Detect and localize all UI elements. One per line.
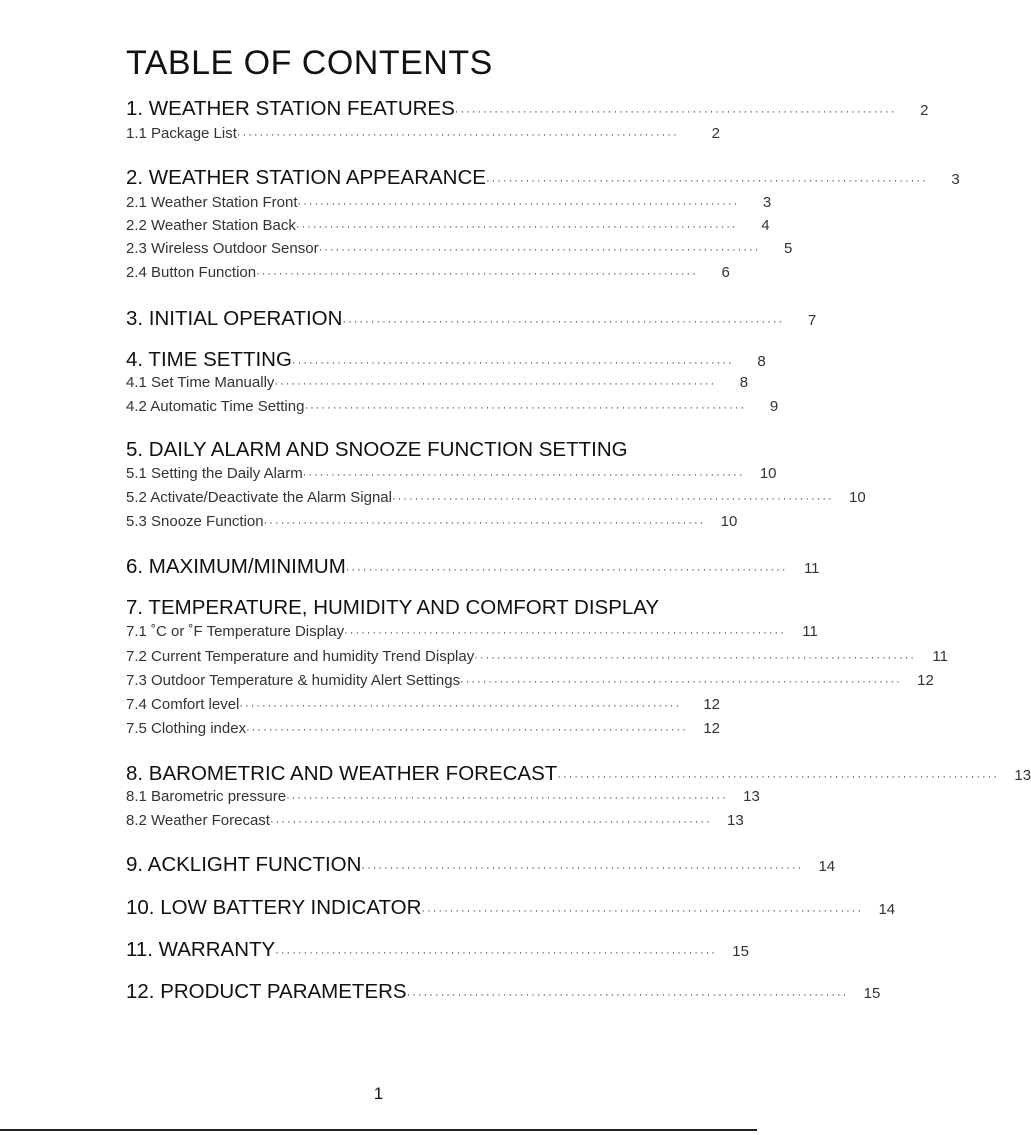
entry-label: 10. LOW BATTERY INDICATOR xyxy=(126,896,422,919)
entry-page-number: 8 xyxy=(739,374,749,391)
leader-dots: ·············································································· xyxy=(274,378,717,390)
entry-label: 2.4 Button Function xyxy=(126,264,257,281)
toc-subsection-entry xyxy=(126,240,793,257)
toc-subsection-entry xyxy=(126,720,720,737)
toc-section-entry xyxy=(126,762,1031,786)
entry-page-number: 10 xyxy=(720,513,738,530)
leader-dots: ·············································································· xyxy=(236,129,679,141)
toc-subsection-entry xyxy=(126,217,770,234)
entry-label: 8.1 Barometric pressure xyxy=(126,788,287,805)
entry-label: 4. TIME SETTING xyxy=(126,348,292,371)
page-title: TABLE OF CONTENTS xyxy=(126,44,493,82)
toc-section-entry xyxy=(126,596,720,620)
toc-subsection-entry xyxy=(126,696,720,713)
entry-page-number: 13 xyxy=(727,812,744,829)
entry-page-number: 13 xyxy=(1014,767,1031,784)
leader-dots: ·············································································· xyxy=(239,700,682,712)
entry-page-number: 15 xyxy=(863,985,881,1002)
entry-label: 5.3 Snooze Function xyxy=(126,513,264,530)
entry-label: 4.2 Automatic Time Setting xyxy=(126,398,305,415)
toc-subsection-entry xyxy=(126,125,720,142)
entry-page-number: 5 xyxy=(783,240,793,257)
leader-dots: ·············································································· xyxy=(557,771,1000,783)
toc-subsection-entry xyxy=(126,465,777,482)
leader-dots: ·············································································· xyxy=(454,106,897,118)
entry-page-number: 8 xyxy=(757,353,766,370)
leader-dots: ·············································································· xyxy=(295,221,738,233)
entry-label: 4.1 Set Time Manually xyxy=(126,374,275,391)
leader-dots: ·············································································· xyxy=(406,989,849,1001)
entry-label: 3. INITIAL OPERATION xyxy=(126,307,343,330)
entry-label: 2.3 Wireless Outdoor Sensor xyxy=(126,240,319,257)
entry-page-number: 15 xyxy=(732,943,749,960)
entry-label: 2.2 Weather Station Back xyxy=(126,217,296,234)
toc-subsection-entry xyxy=(126,788,760,805)
toc-subsection-entry xyxy=(126,623,818,640)
leader-dots: ·············································································· xyxy=(460,676,902,688)
leader-dots: ·············································································· xyxy=(361,862,804,874)
leader-dots: ·············································································· xyxy=(421,905,864,917)
entry-page-number: 14 xyxy=(878,901,896,918)
toc-subsection-entry xyxy=(126,648,948,665)
toc-section-entry xyxy=(126,97,929,121)
leader-dots: ·············································································· xyxy=(297,198,740,210)
leader-dots: ·············································································· xyxy=(318,244,761,256)
leader-dots: ·············································································· xyxy=(391,493,834,505)
entry-label: 9. ACKLIGHT FUNCTION xyxy=(126,853,362,876)
entry-page-number: 2 xyxy=(920,102,929,119)
toc-subsection-entry xyxy=(126,374,749,391)
toc-section-entry xyxy=(126,980,881,1004)
entry-label: 2.1 Weather Station Front xyxy=(126,194,298,211)
entry-label: 7.5 Clothing index xyxy=(126,720,247,737)
entry-label: 12. PRODUCT PARAMETERS xyxy=(126,980,407,1003)
entry-label: 7.3 Outdoor Temperature & humidity Alert Settings xyxy=(126,672,461,689)
entry-page-number: 12 xyxy=(917,672,934,689)
entry-label: 5. DAILY ALARM AND SNOOZE FUNCTION SETTING xyxy=(126,438,628,461)
entry-label: 5.2 Activate/Deactivate the Alarm Signal xyxy=(126,489,392,506)
entry-label: 8.2 Weather Forecast xyxy=(126,812,270,829)
entry-page-number: 4 xyxy=(761,217,770,234)
toc-subsection-entry xyxy=(126,513,738,530)
bottom-rule xyxy=(0,1129,757,1131)
leader-dots: ·············································································· xyxy=(344,627,786,639)
leader-dots: ·············································································· xyxy=(474,652,916,664)
entry-page-number: 3 xyxy=(762,194,772,211)
toc-subsection-entry xyxy=(126,489,866,506)
toc-section-entry xyxy=(126,348,766,372)
toc-section-entry xyxy=(126,896,896,920)
entry-label: 11. WARRANTY xyxy=(126,938,276,961)
toc-section-entry xyxy=(126,307,817,331)
leader-dots: ·············································································· xyxy=(302,469,745,481)
leader-dots: ·············································································· xyxy=(286,792,728,804)
entry-page-number: 6 xyxy=(721,264,730,281)
leader-dots: ·············································································· xyxy=(342,316,785,328)
leader-dots: ·············································································· xyxy=(256,268,698,280)
leader-dots: ·············································································· xyxy=(291,357,734,369)
entry-page-number: 14 xyxy=(818,858,836,875)
leader-dots: ·············································································· xyxy=(304,402,747,414)
entry-label: 2. WEATHER STATION APPEARANCE xyxy=(126,166,486,189)
entry-label: 6. MAXIMUM/MINIMUM xyxy=(126,555,346,578)
entry-page-number: 2 xyxy=(711,125,720,142)
leader-dots: ·············································································· xyxy=(485,175,928,187)
entry-label: 7.4 Comfort level xyxy=(126,696,240,713)
entry-page-number: 12 xyxy=(703,696,720,713)
toc-section-entry xyxy=(126,938,749,962)
entry-label: 1. WEATHER STATION FEATURES xyxy=(126,97,455,120)
entry-page-number: 10 xyxy=(759,465,777,482)
entry-page-number: 7 xyxy=(807,312,817,329)
entry-page-number: 11 xyxy=(802,623,818,640)
entry-label: 7.1 ˚C or ˚F Temperature Display xyxy=(126,623,345,640)
toc-section-entry xyxy=(126,166,960,190)
entry-page-number: 3 xyxy=(951,171,960,188)
toc-subsection-entry xyxy=(126,672,934,689)
entry-label: 5.1 Setting the Daily Alarm xyxy=(126,465,303,482)
entry-page-number: 11 xyxy=(803,560,820,577)
leader-dots: ·············································································· xyxy=(345,564,788,576)
entry-label: 1.1 Package List xyxy=(126,125,237,142)
toc-section-entry xyxy=(126,555,820,579)
toc-section-entry xyxy=(126,438,720,462)
entry-page-number: 13 xyxy=(743,788,760,805)
entry-label: 7.2 Current Temperature and humidity Trend Display xyxy=(126,648,475,665)
leader-dots: ·············································································· xyxy=(246,724,688,736)
toc-subsection-entry xyxy=(126,264,730,281)
toc-subsection-entry xyxy=(126,812,744,829)
entry-page-number: 10 xyxy=(849,489,866,506)
toc-section-entry xyxy=(126,853,836,877)
toc-subsection-entry xyxy=(126,194,772,211)
entry-page-number: 11 xyxy=(932,648,948,665)
leader-dots: ·············································································· xyxy=(275,947,717,959)
entry-label: 8. BAROMETRIC AND WEATHER FORECAST xyxy=(126,762,558,785)
entry-label: 7. TEMPERATURE, HUMIDITY AND COMFORT DISPLAY xyxy=(126,596,660,619)
entry-page-number: 9 xyxy=(769,398,779,415)
leader-dots: ·············································································· xyxy=(269,816,712,828)
page-number: 1 xyxy=(373,1084,384,1103)
entry-page-number: 12 xyxy=(703,720,720,737)
leader-dots: ·············································································· xyxy=(263,517,706,529)
toc-subsection-entry xyxy=(126,398,779,415)
